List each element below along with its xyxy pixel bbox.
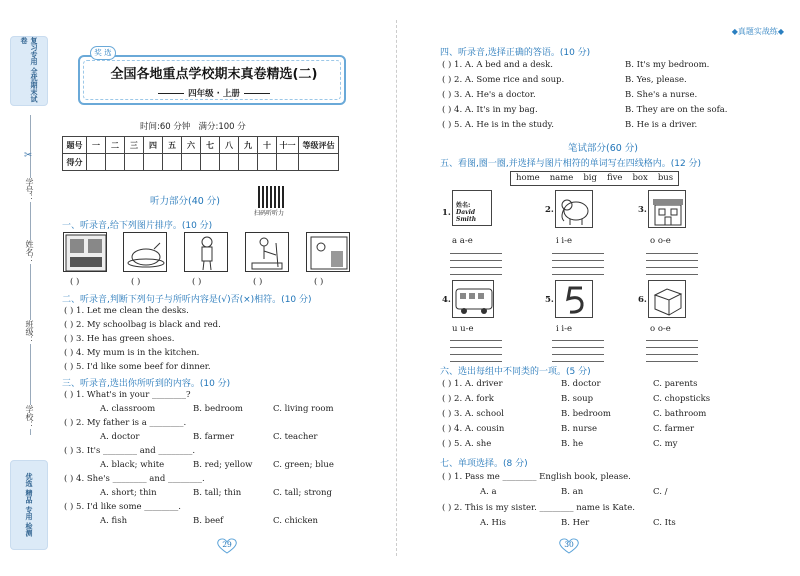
answer-paren[interactable]: ( ) — [442, 75, 452, 85]
classroom-drawing — [64, 233, 108, 273]
s3-stem: 4. She's ________ and ________. — [76, 474, 205, 484]
s6-item — [442, 379, 503, 389]
section-4-title: 四、听录音,选择正确的答语。(10 分) — [440, 48, 591, 58]
scissors-icon: ✂ — [24, 150, 33, 161]
picture-kitchen — [306, 232, 350, 272]
score-cell[interactable] — [299, 154, 339, 171]
four-line-grid[interactable] — [552, 253, 604, 283]
score-header-cell: 八 — [220, 137, 239, 154]
picture-cleaning — [245, 232, 289, 272]
page-29 — [60, 0, 366, 576]
picture-chicken — [123, 232, 167, 272]
item-number: 6. — [638, 295, 647, 305]
section-6-title: 六、选出每组中不同类的一项。(5 分) — [440, 367, 591, 377]
score-cell[interactable] — [201, 154, 220, 171]
listening-title: 听力部分(40 分) — [149, 196, 221, 207]
s6-item — [442, 439, 491, 449]
answer-paren[interactable]: ( ) — [192, 277, 202, 287]
score-cell[interactable] — [87, 154, 106, 171]
item-number: 3. — [638, 205, 647, 215]
answer-paren[interactable]: ( ) — [442, 424, 452, 434]
binding-line — [30, 115, 31, 435]
option-b: B. beef — [193, 516, 224, 526]
option-a: A. black; white — [100, 460, 165, 470]
option-a: 1. A. driver — [454, 379, 503, 389]
s6-item — [442, 424, 504, 434]
score-cell[interactable] — [277, 154, 299, 171]
answer-paren[interactable]: ( ) — [442, 105, 452, 115]
cleaning-drawing — [246, 233, 290, 273]
score-header-cell: 十一 — [277, 137, 299, 154]
option-b: B. Yes, please. — [625, 75, 687, 85]
option-c: C. parents — [653, 379, 698, 389]
phonics-letters: o o-e — [650, 236, 671, 246]
answer-paren[interactable]: ( ) — [442, 379, 452, 389]
box-picture — [648, 280, 686, 318]
score-header-cell: 十 — [258, 137, 277, 154]
s3-question — [64, 474, 205, 484]
s4-item — [442, 90, 536, 100]
score-header-cell: 六 — [182, 137, 201, 154]
option-a: 2. A. fork — [454, 394, 494, 404]
option-a: 3. A. He's a doctor. — [454, 90, 536, 100]
option-b: B. soup — [561, 394, 594, 404]
s6-item — [442, 394, 494, 404]
score-cell[interactable] — [239, 154, 258, 171]
full-score: 满分:100 分 — [198, 122, 246, 132]
answer-paren[interactable]: ( ) — [64, 348, 74, 358]
score-header-row — [63, 137, 339, 154]
name-card-label: 姓名: — [456, 202, 471, 209]
option-a: A. His — [480, 518, 507, 528]
title-box — [78, 55, 346, 105]
s3-question — [64, 418, 186, 428]
s2-sentence: 4. My mum is in the kitchen. — [76, 348, 200, 358]
section-7-title: 七、单项选择。(8 分) — [440, 459, 528, 469]
score-row-label: 得分 — [63, 154, 87, 171]
word: big — [583, 173, 597, 183]
word: box — [632, 173, 648, 183]
answer-paren[interactable]: ( ) — [131, 277, 141, 287]
score-table — [62, 136, 339, 171]
name-card-picture — [452, 190, 492, 226]
answer-paren[interactable]: ( ) — [70, 277, 80, 287]
kitchen-drawing — [307, 233, 351, 273]
score-header-cell: 七 — [201, 137, 220, 154]
chicken-drawing — [124, 233, 168, 273]
score-header-cell: 三 — [125, 137, 144, 154]
page-number: 29 — [222, 540, 232, 549]
answer-paren[interactable]: ( ) — [442, 90, 452, 100]
section-2-title: 二、听录音,判断下列句子与所听内容是(√)否(×)相符。(10 分) — [62, 295, 312, 305]
s2-sentence: 1. Let me clean the desks. — [76, 306, 189, 316]
option-a: 3. A. school — [454, 409, 504, 419]
phonics-letters: i i-e — [556, 236, 573, 246]
answer-paren[interactable]: ( ) — [64, 390, 74, 400]
time-score-line — [140, 120, 300, 132]
score-cell[interactable] — [258, 154, 277, 171]
answer-paren[interactable]: ( ) — [253, 277, 263, 287]
score-cell[interactable] — [220, 154, 239, 171]
page-30 — [428, 0, 800, 576]
s6-item — [442, 409, 504, 419]
option-a: 4. A. It's in my bag. — [454, 105, 538, 115]
s3-stem: 5. I'd like some ________. — [76, 502, 181, 512]
option-b: B. doctor — [561, 379, 601, 389]
answer-paren[interactable]: ( ) — [64, 474, 74, 484]
bottom-ribbon — [10, 460, 48, 550]
score-cell[interactable] — [106, 154, 125, 171]
option-c: C. bathroom — [653, 409, 707, 419]
option-b: B. tall; thin — [193, 488, 242, 498]
option-b: B. bedroom — [561, 409, 611, 419]
option-b: B. red; yellow — [193, 460, 253, 470]
s3-question — [64, 390, 191, 400]
school-label: 学校： — [25, 405, 34, 429]
option-c: C. green; blue — [273, 460, 334, 470]
answer-paren[interactable]: ( ) — [64, 446, 74, 456]
score-header-cell: 九 — [239, 137, 258, 154]
option-b: B. bedroom — [193, 404, 243, 414]
answer-paren[interactable]: ( ) — [442, 60, 452, 70]
item-number: 2. — [545, 205, 554, 215]
house-picture — [648, 190, 686, 228]
word-bank — [510, 171, 679, 186]
option-a: A. short; thin — [100, 488, 157, 498]
option-c: C. Its — [653, 518, 676, 528]
option-a: 1. A. A bed and a desk. — [454, 60, 553, 70]
answer-paren[interactable]: ( ) — [442, 120, 452, 130]
person-drawing — [185, 233, 229, 273]
answer-paren[interactable]: ( ) — [64, 502, 74, 512]
page-divider — [396, 20, 397, 556]
score-header-cell: 四 — [144, 137, 163, 154]
s2-item — [64, 334, 174, 344]
s3-stem: 2. My father is a ________. — [76, 418, 187, 428]
s7-question — [442, 503, 635, 513]
option-b: B. nurse — [561, 424, 598, 434]
grade-subtitle: 四年级 · 上册 — [80, 87, 348, 99]
score-header-cell: 五 — [163, 137, 182, 154]
option-b: B. It's my bedroom. — [625, 60, 710, 70]
option-b: B. an — [561, 487, 584, 497]
option-b: B. He is a driver. — [625, 120, 698, 130]
section-3-title: 三、听录音,选出你所听到的内容。(10 分) — [62, 379, 231, 389]
s2-sentence: 5. I'd like some beef for dinner. — [76, 362, 211, 372]
option-a: A. a — [480, 487, 497, 497]
word: home — [516, 173, 540, 183]
s7-question — [442, 472, 631, 482]
option-c: C. farmer — [653, 424, 695, 434]
option-b: B. he — [561, 439, 584, 449]
score-cell[interactable] — [182, 154, 201, 171]
bottom-ribbon-text: 优选 精品 专用 检测 — [25, 473, 33, 537]
box-drawing — [649, 281, 687, 319]
brand-label: ◆真题实战练◆ — [731, 27, 784, 36]
option-a: A. doctor — [100, 432, 140, 442]
option-b: B. farmer — [193, 432, 235, 442]
option-c: C. chopsticks — [653, 394, 711, 404]
answer-paren[interactable]: ( ) — [442, 394, 452, 404]
option-c: C. / — [653, 487, 668, 497]
student-number-label: 学号： — [25, 178, 34, 202]
item-number: 4. — [442, 295, 451, 305]
s3-stem: 1. What's in your ________? — [76, 390, 191, 400]
selection-tag: 奖 选 — [90, 46, 116, 60]
s2-sentence: 2. My schoolbag is black and red. — [76, 320, 221, 330]
score-cell[interactable] — [163, 154, 182, 171]
s4-item — [442, 105, 538, 115]
student-name-label: 姓名： — [25, 240, 34, 264]
option-a: 2. A. Some rice and soup. — [454, 75, 565, 85]
section-5-title: 五、看图,圈一圈,并选择与图片相符的单词写在四线格内。(12 分) — [440, 159, 702, 169]
qr-code[interactable] — [258, 186, 286, 208]
option-b: B. Her — [561, 518, 590, 528]
score-header-cell: 一 — [87, 137, 106, 154]
four-line-grid[interactable] — [646, 253, 698, 283]
s4-item — [442, 60, 553, 70]
item-number: 5. — [545, 295, 554, 305]
top-ribbon-text: 复习专用 全优期末试卷 — [20, 37, 38, 103]
answer-paren[interactable]: ( ) — [64, 320, 74, 330]
binding-strip — [0, 0, 60, 576]
s3-stem: 3. It's ________ and ________. — [76, 446, 196, 456]
time-limit: 时间:60 分钟 — [140, 122, 191, 132]
exam-title: 全国各地重点学校期末真卷精选(二) — [110, 67, 318, 82]
s7-stem: 2. This is my sister. ________ name is Kate. — [454, 503, 635, 513]
bus-picture — [452, 280, 494, 318]
answer-paren[interactable]: ( ) — [442, 409, 452, 419]
s2-item — [64, 320, 221, 330]
five-drawing — [556, 281, 594, 319]
score-header-cell: 二 — [106, 137, 125, 154]
house-drawing — [649, 191, 687, 229]
s7-stem: 1. Pass me ________ English book, please. — [454, 472, 631, 482]
answer-paren[interactable]: ( ) — [64, 334, 74, 344]
elephant-drawing — [556, 191, 594, 229]
option-c: C. teacher — [273, 432, 318, 442]
word: name — [549, 173, 574, 183]
top-ribbon — [10, 36, 48, 106]
picture-person — [184, 232, 228, 272]
class-label: 班级： — [25, 320, 34, 344]
answer-paren[interactable]: ( ) — [314, 277, 324, 287]
score-cell[interactable] — [144, 154, 163, 171]
word: five — [606, 173, 623, 183]
bus-drawing — [453, 281, 495, 319]
page-number: 30 — [564, 540, 574, 549]
s2-item — [64, 306, 189, 316]
four-line-grid[interactable] — [450, 253, 502, 283]
option-a: 5. A. she — [454, 439, 492, 449]
phonics-letters: i i-e — [556, 324, 573, 334]
s2-item — [64, 362, 211, 372]
answer-paren[interactable]: ( ) — [64, 418, 74, 428]
s4-item — [442, 75, 564, 85]
answer-paren[interactable]: ( ) — [442, 472, 452, 482]
number-five-picture — [555, 280, 593, 318]
score-cell[interactable] — [125, 154, 144, 171]
phonics-letters: o o-e — [650, 324, 671, 334]
option-c: C. living room — [273, 404, 334, 414]
option-a: 5. A. He is in the study. — [454, 120, 554, 130]
s3-question — [64, 446, 195, 456]
written-title: 笔试部分(60 分) — [567, 143, 639, 154]
item-number: 1. — [442, 208, 451, 218]
score-header-cell: 等级评估 — [299, 137, 339, 154]
phonics-letters: a a-e — [452, 236, 473, 246]
answer-paren[interactable]: ( ) — [64, 306, 74, 316]
option-c: C. chicken — [273, 516, 318, 526]
answer-paren[interactable]: ( ) — [442, 439, 452, 449]
option-c: C. my — [653, 439, 678, 449]
s3-question — [64, 502, 181, 512]
option-b: B. They are on the sofa. — [625, 105, 728, 115]
qr-label: 扫码听听力 — [254, 210, 285, 217]
s4-item — [442, 120, 554, 130]
word: bus — [657, 173, 674, 183]
name-card-value: David Smith — [456, 209, 477, 223]
option-c: C. tall; strong — [273, 488, 332, 498]
answer-paren[interactable]: ( ) — [442, 503, 452, 513]
s2-sentence: 3. He has green shoes. — [76, 334, 175, 344]
option-a: A. classroom — [100, 404, 156, 414]
elephant-picture — [555, 190, 593, 228]
option-a: 4. A. cousin — [454, 424, 505, 434]
phonics-letters: u u-e — [452, 324, 474, 334]
answer-paren[interactable]: ( ) — [64, 362, 74, 372]
four-line-grid[interactable] — [646, 340, 698, 370]
option-b: B. She's a nurse. — [625, 90, 698, 100]
s2-item — [64, 348, 199, 358]
score-value-row — [63, 154, 339, 171]
score-header-cell: 题号 — [63, 137, 87, 154]
section-1-title: 一、听录音,给下列图片排序。(10 分) — [62, 221, 213, 231]
option-a: A. fish — [100, 516, 128, 526]
picture-classroom — [63, 232, 107, 272]
